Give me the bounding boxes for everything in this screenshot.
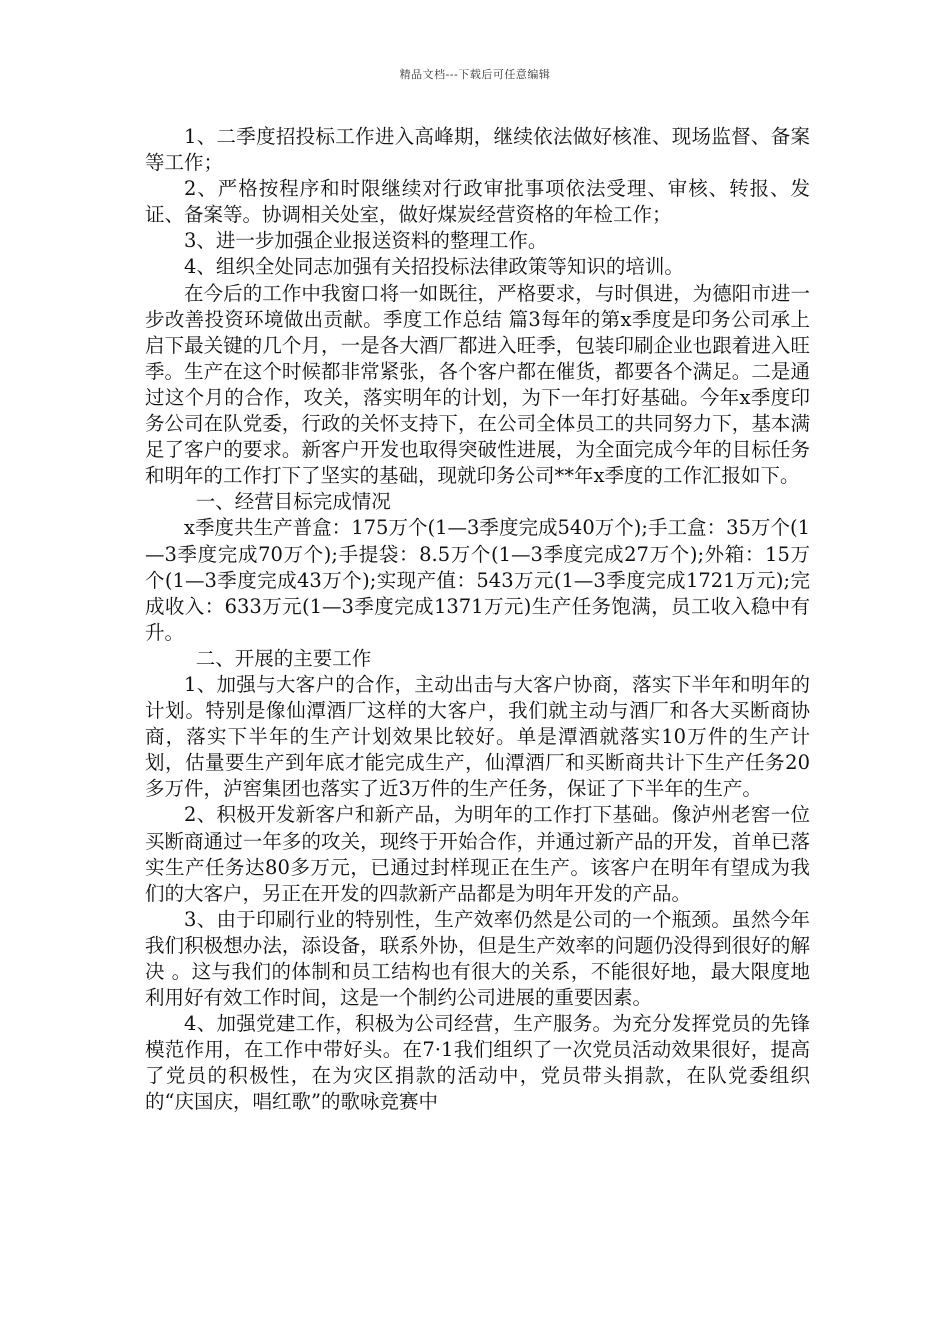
paragraph-item-3: 3、进一步加强企业报送资料的整理工作。	[184, 229, 548, 253]
document-body	[145, 124, 810, 1116]
paragraph-work-3: 3、由于印刷行业的特别性，生产效率仍然是公司的一个瓶颈。虽然今年我们积极想办法，添设备，联系外协，但是生产效率的问题仍没得到很好的解决 。这与我们的体制和员工结构也有很大的关系，不能很好地，最大限度地利用好有效工作时间，这是一个制约公司进展的重要因素。	[145, 907, 810, 1010]
page-header-watermark: 精品文档---下载后可任意编辑	[399, 68, 551, 81]
section-heading-2: 二、开展的主要工作	[195, 646, 372, 670]
paragraph-work-2: 2、积极开发新客户和新产品，为明年的工作打下基础。像泸州老窖一位买断商通过一年多的攻关，现终于开始合作，并通过新产品的开发，首单已落实生产任务达80多万元，已通过封样现正在生产。该客户在明年有望成为我们的大客户，另正在开发的四款新产品都是为明年开发的产品。	[145, 803, 810, 905]
paragraph-production-stats: x季度共生产普盒：175万个(1—3季度完成540万个);手工盒：35万个(1—3季度完成70万个);手提袋：8.5万个(1—3季度完成27万个);外箱：15万个(1—3季度完成43万个);实现产值：543万元(1—3季度完成1721万元);完成收入：633万元(1—3季度完成1371万元)生产任务饱满，员工收入稳中有升。	[145, 516, 810, 644]
paragraph-item-4: 4、组织全处同志加强有关招投标法律政策等知识的培训。	[184, 255, 684, 279]
paragraph-work-4: 4、加强党建工作，积极为公司经营，生产服务。为充分发挥党员的先锋模范作用，在工作中带好头。在7·1我们组织了一次党员活动效果很好，提高了党员的积极性，在为灾区捐款的活动中，党员带头捐款，在队党委组织的“庆国庆，唱红歌”的歌咏竞赛中	[145, 1012, 810, 1114]
paragraph-summary-intro: 在今后的工作中我窗口将一如既往，严格要求，与时俱进，为德阳市进一步改善投资环境做出贡献。季度工作总结 篇3每年的第x季度是印务公司承上启下最关键的几个月，一是各大酒厂都进入旺季，包装印刷企业也跟着进入旺季。生产在这个时候都非常紧张，各个客户都在催货，都要各个满足。二是通过这个月的合作，攻关，落实明年的计划，为下一年打好基础。今年x季度印务公司在队党委，行政的关怀支持下，在公司全体员工的共同努力下，基本满足了客户的要求。新客户开发也取得突破性进展，为全面完成今年的目标任务和明年的工作打下了坚实的基础，现就印务公司**年x季度的工作汇报如下。	[145, 281, 810, 488]
paragraph-work-1: 1、加强与大客户的合作，主动出击与大客户协商，落实下半年和明年的计划。特别是像仙潭酒厂这样的大客户，我们就主动与酒厂和各大买断商协商，落实下半年的生产计划效果比较好。单是潭酒就落实10万件的生产计划，估量要生产到年底才能完成生产，仙潭酒厂和买断商共计下生产任务20多万件，泸窖集团也落实了近3万件的生产任务，保证了下半年的生产。	[145, 672, 810, 801]
paragraph-item-1: 1、二季度招投标工作进入高峰期，继续依法做好核准、现场监督、备案等工作；	[145, 125, 810, 175]
section-heading-1: 一、经营目标完成情况	[195, 490, 391, 514]
paragraph-item-2: 2、严格按程序和时限继续对行政审批事项依法受理、审核、转报、发证、备案等。协调相关处室，做好煤炭经营资格的年检工作；	[145, 177, 810, 227]
